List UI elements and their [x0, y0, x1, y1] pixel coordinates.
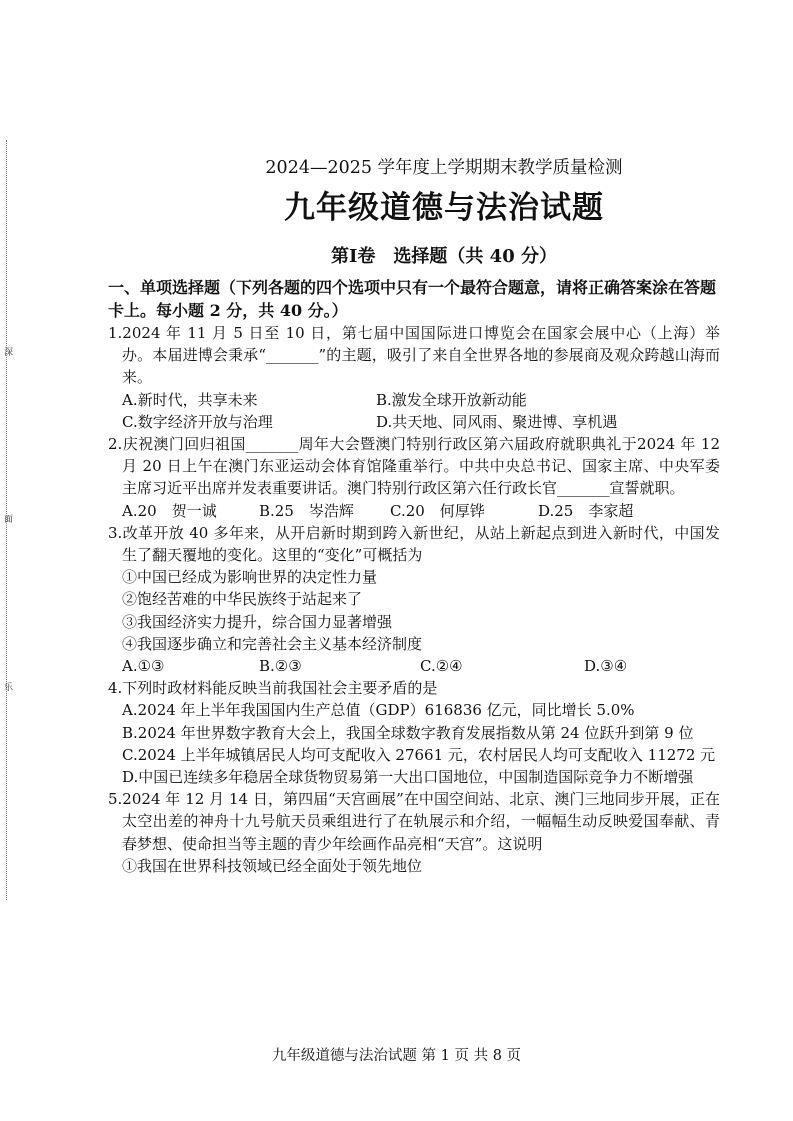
question-stem: 1.2024 年 11 月 5 日至 10 日，第七届中国国际进口博览会在国家会展中心（上海）举办。本届进博会秉承“_______”的主题，吸引了来自全世界各地的参展商及观众跨越山海而来。	[108, 324, 720, 387]
statement-3: ③我国经济实力提升，综合国力显著增强	[122, 612, 393, 631]
page-content	[108, 155, 723, 877]
question-2	[108, 433, 720, 522]
section-instructions: 一、单项选择题（下列各题的四个选项中只有一个最符合题意，请将正确答案涂在答题卡上。每小题 2 分，共 40 分。）	[108, 278, 717, 320]
exam-title: 九年级道德与法治试题	[284, 190, 604, 226]
question-stem: 4.下列时政材料能反映当前我国社会主要矛盾的是	[108, 679, 438, 698]
question-4	[108, 677, 720, 788]
option-a: A.①③	[122, 657, 165, 676]
option-a: A.新时代，共享未来	[122, 390, 258, 409]
question-stem: 5.2024 年 12 月 14 日，第四届“天宫画展”在中国空间站、北京、澳门三地同步开展，正在太空出差的神舟十九号航天员乘组进行了在轨展示和介绍，一幅幅生动反映爱国奉献、青春梦想、使命担当等主题的青少年绘画作品亮相“天宫”。这说明	[108, 790, 720, 853]
exam-header: 2024—2025 学年度上学期期末教学质量检测	[265, 158, 623, 178]
statement-2: ②饱经苦难的中华民族终于站起来了	[122, 590, 363, 609]
option-c: C.2024 上半年城镇居民人均可支配收入 27661 元，农村居民人均可支配收入 11272 元	[122, 745, 716, 764]
option-d: D.③④	[584, 657, 628, 676]
section-title: 第Ⅰ卷 选择题（共 40 分）	[330, 246, 557, 267]
binding-mark-1: 深	[4, 348, 14, 358]
question-stem: 3.改革开放 40 多年来，从开启新时期到跨入新世纪，从站上新起点到进入新时代，中国发生了翻天覆地的变化。这里的“变化”可概括为	[108, 523, 720, 565]
statement-1: ①我国在世界科技领域已经全面处于领先地位	[122, 856, 423, 875]
option-b: B.2024 年世界数字教育大会上，我国全球数字教育发展指数从第 24 位跃升到第 9 位	[122, 723, 694, 742]
option-a: A.2024 年上半年我国国内生产总值（GDP）616836 亿元，同比增长 5.0%	[122, 701, 635, 720]
option-b: B.25 岑浩辉	[259, 501, 354, 520]
option-c: C.数字经济开放与治理	[122, 412, 273, 431]
option-b: B.激发全球开放新动能	[376, 390, 527, 409]
page-footer: 九年级道德与法治试题 第 1 页 共 8 页	[271, 1048, 522, 1064]
statement-1: ①中国已经成为影响世界的决定性力量	[122, 568, 378, 587]
option-c: C.20 何厚铧	[390, 501, 485, 520]
option-b: B.②③	[259, 657, 302, 676]
option-d: D.中国已连续多年稳居全球货物贸易第一大出口国地位，中国制造国际竞争力不断增强	[122, 768, 694, 787]
option-d: D.25 李家超	[538, 501, 634, 520]
option-a: A.20 贺一诚	[122, 501, 217, 520]
option-d: D.共天地、同风雨、聚进博、享机遇	[376, 412, 618, 431]
option-c: C.②④	[420, 657, 463, 676]
statement-4: ④我国逐步确立和完善社会主义基本经济制度	[122, 634, 423, 653]
binding-mark-2: 面	[4, 515, 14, 525]
binding-mark-3: 乐	[4, 683, 14, 693]
question-5	[108, 788, 720, 877]
question-3	[108, 522, 720, 677]
question-stem: 2.庆祝澳门回归祖国_______周年大会暨澳门特别行政区第六届政府就职典礼于2024 年 12 月 20 日上午在澳门东亚运动会体育馆隆重举行。中共中央总书记、国家主席、中央军委主席习近平出席并发表重要讲话。澳门特别行政区第六任行政长官_______宣誓就职。	[108, 435, 720, 498]
question-1	[108, 322, 720, 433]
